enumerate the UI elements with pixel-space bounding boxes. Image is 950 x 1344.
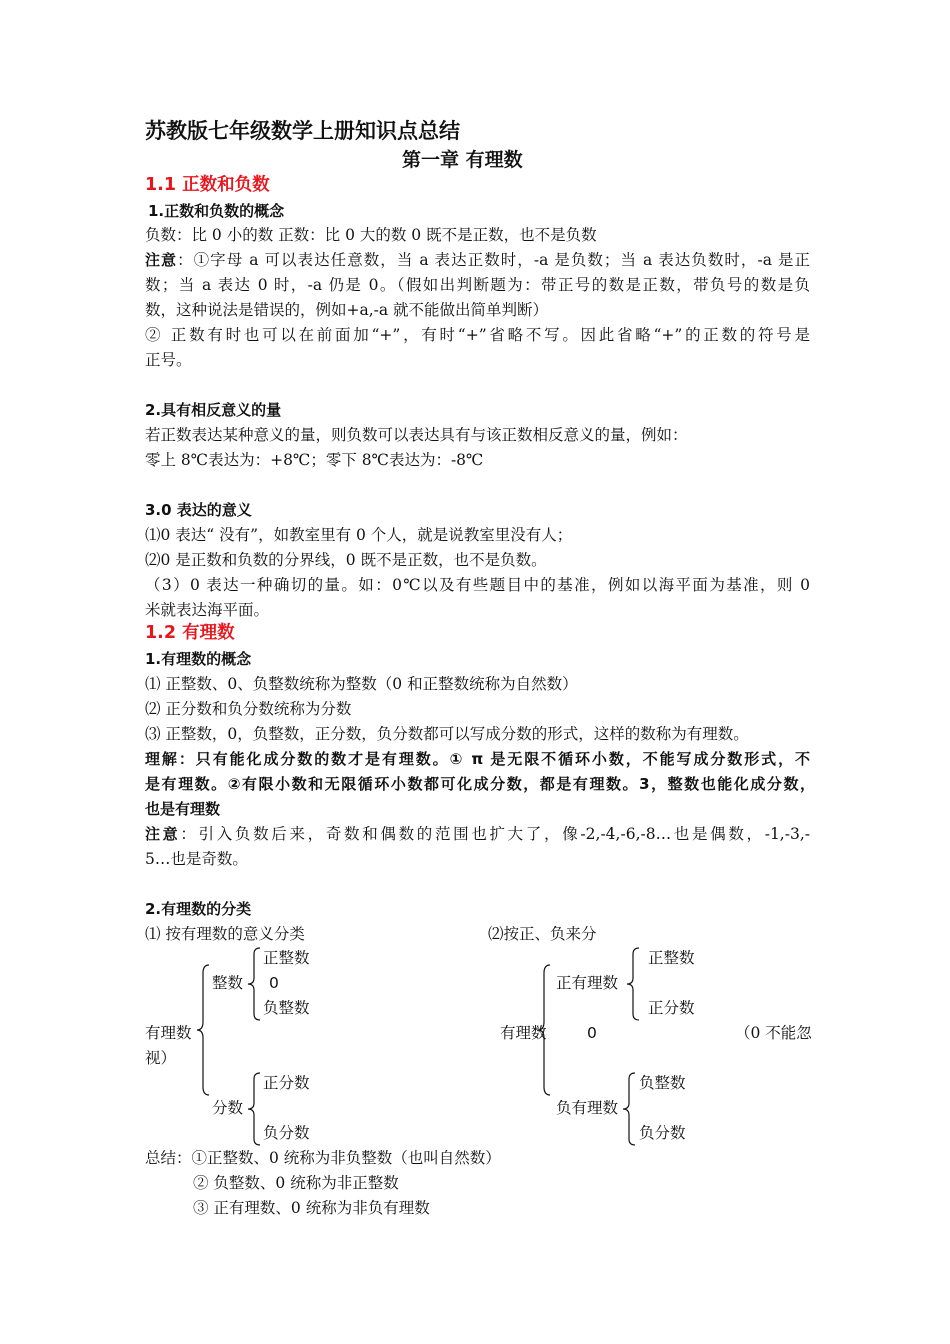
tree2-positive-brace-icon: [627, 948, 641, 1020]
note2-line-1: ② 正数有时也可以在前面加“+”，有时“+”省略不写。因此省略“+”的正数的符号是: [145, 326, 810, 344]
summary-line-2: ② 负整数、0 统称为非正整数: [193, 1174, 399, 1192]
note-odd-even-line-1: [145, 822, 810, 847]
tree2-negative-integer: 负整数: [639, 1074, 686, 1092]
opposite-line-1: 若正数表达某种意义的量，则负数可以表达具有与该正数相反意义的量，例如：: [145, 426, 688, 444]
note-label: 注意: [145, 825, 181, 843]
tree2-positive-rational: 正有理数: [556, 974, 619, 992]
summary-line-1: 总结：①正整数、0 统称为非负整数（也叫自然数）: [145, 1149, 501, 1167]
tree2-negative-fraction: 负分数: [639, 1124, 686, 1142]
zero-line-1: ⑴0 表达“ 没有”，如教室里有 0 个人，就是说教室里没有人；: [145, 526, 573, 544]
tree1-integer: 整数: [212, 974, 244, 992]
zero-line-2: ⑵0 是正数和负数的分界线，0 既不是正数，也不是负数。: [145, 551, 547, 569]
tree2-root-brace-icon: [538, 965, 552, 1095]
note-line-3: 数，这种说法是错误的，例如+a,-a 就不能做出简单判断）: [145, 301, 549, 319]
chapter-title: 第一章 有理数: [402, 149, 523, 171]
tree1-root-wrap: 视）: [145, 1049, 177, 1067]
note-line-1: [145, 248, 810, 273]
summary-line-3: ③ 正有理数、0 统称为非负有理数: [193, 1199, 430, 1217]
note-odd-even-text: ：引入负数后来，奇数和偶数的范围也扩大了，像-2,-4,-6,-8…也是偶数，-1,-3,-: [180, 825, 810, 843]
note-line-2: 数；当 a 表达 0 时，-a 仍是 0。（假如出判断题为：带正号的数是正数，带负号的数是负: [145, 276, 810, 294]
classification-2-title: ⑵按正、负来分: [488, 925, 597, 943]
understanding-line-2: 是有理数。②有限小数和无限循环小数都可化成分数，都是有理数。3，整数也能化成分数，: [145, 775, 815, 793]
tree1-fraction-brace-icon: [248, 1073, 262, 1145]
section-heading-1-2: 1.2 有理数: [145, 623, 235, 643]
tree1-positive-integer: 正整数: [263, 949, 310, 967]
tree1-negative-integer: 负整数: [263, 999, 310, 1017]
understanding-line-3: 也是有理数: [145, 800, 221, 818]
tree1-positive-fraction: 正分数: [263, 1074, 310, 1092]
tree2-positive-fraction: 正分数: [648, 999, 695, 1017]
subheading-zero: 3.0 表达的意义: [145, 501, 252, 519]
tree1-zero: 0: [269, 974, 279, 992]
opposite-line-2: 零上 8℃表达为：+8℃；零下 8℃表达为：-8℃: [145, 451, 484, 469]
definition-line: 负数：比 0 小的数 正数：比 0 大的数 0 既不是正数，也不是负数: [145, 226, 597, 244]
subheading-classification: 2.有理数的分类: [145, 900, 252, 918]
note-text-1: ：①字母 a 可以表达任意数，当 a 表达正数时，-a 是负数；当 a 表达负数时，-a 是正: [177, 251, 810, 269]
tree2-zero-note: （0 不能忽: [735, 1024, 812, 1042]
tree2-root: 有理数: [500, 1024, 547, 1042]
tree2-negative-brace-icon: [623, 1073, 637, 1145]
note-label: 注意: [145, 251, 178, 269]
tree1-root: 有理数: [145, 1024, 192, 1042]
subheading-opposite: 2.具有相反意义的量: [145, 401, 282, 419]
understanding-line-1: 理解：只有能化成分数的数才是有理数。① π 是无限不循环小数，不能写成分数形式，不: [145, 750, 810, 768]
note2-line-2: 正号。: [145, 351, 192, 369]
subheading-rational-concept: 1.有理数的概念: [145, 650, 252, 668]
tree1-integer-brace-icon: [248, 948, 262, 1020]
subheading-concept: 1.正数和负数的概念: [148, 202, 285, 220]
note-odd-even-line-2: 5…也是奇数。: [145, 850, 248, 868]
zero-line-4: 米就表达海平面。: [145, 601, 270, 619]
section-heading-1-1: 1.1 正数和负数: [145, 175, 270, 195]
concept-line-2: ⑵ 正分数和负分数统称为分数: [145, 700, 352, 718]
document-title: 苏教版七年级数学上册知识点总结: [145, 119, 460, 143]
tree2-positive-integer: 正整数: [648, 949, 695, 967]
zero-line-3: （3）0 表达一种确切的量。如：0℃以及有些题目中的基准，例如以海平面为基准，则 0: [145, 576, 810, 594]
tree2-negative-rational: 负有理数: [556, 1099, 619, 1117]
classification-1-title: ⑴ 按有理数的意义分类: [145, 925, 305, 943]
tree1-root-brace-icon: [197, 965, 211, 1095]
tree1-negative-fraction: 负分数: [263, 1124, 310, 1142]
concept-line-3: ⑶ 正整数，0，负整数，正分数，负分数都可以写成分数的形式，这样的数称为有理数。: [145, 725, 749, 743]
concept-line-1: ⑴ 正整数、0、负整数统称为整数（0 和正整数统称为自然数）: [145, 675, 578, 693]
tree2-zero: 0: [587, 1024, 597, 1042]
tree1-fraction: 分数: [212, 1099, 244, 1117]
